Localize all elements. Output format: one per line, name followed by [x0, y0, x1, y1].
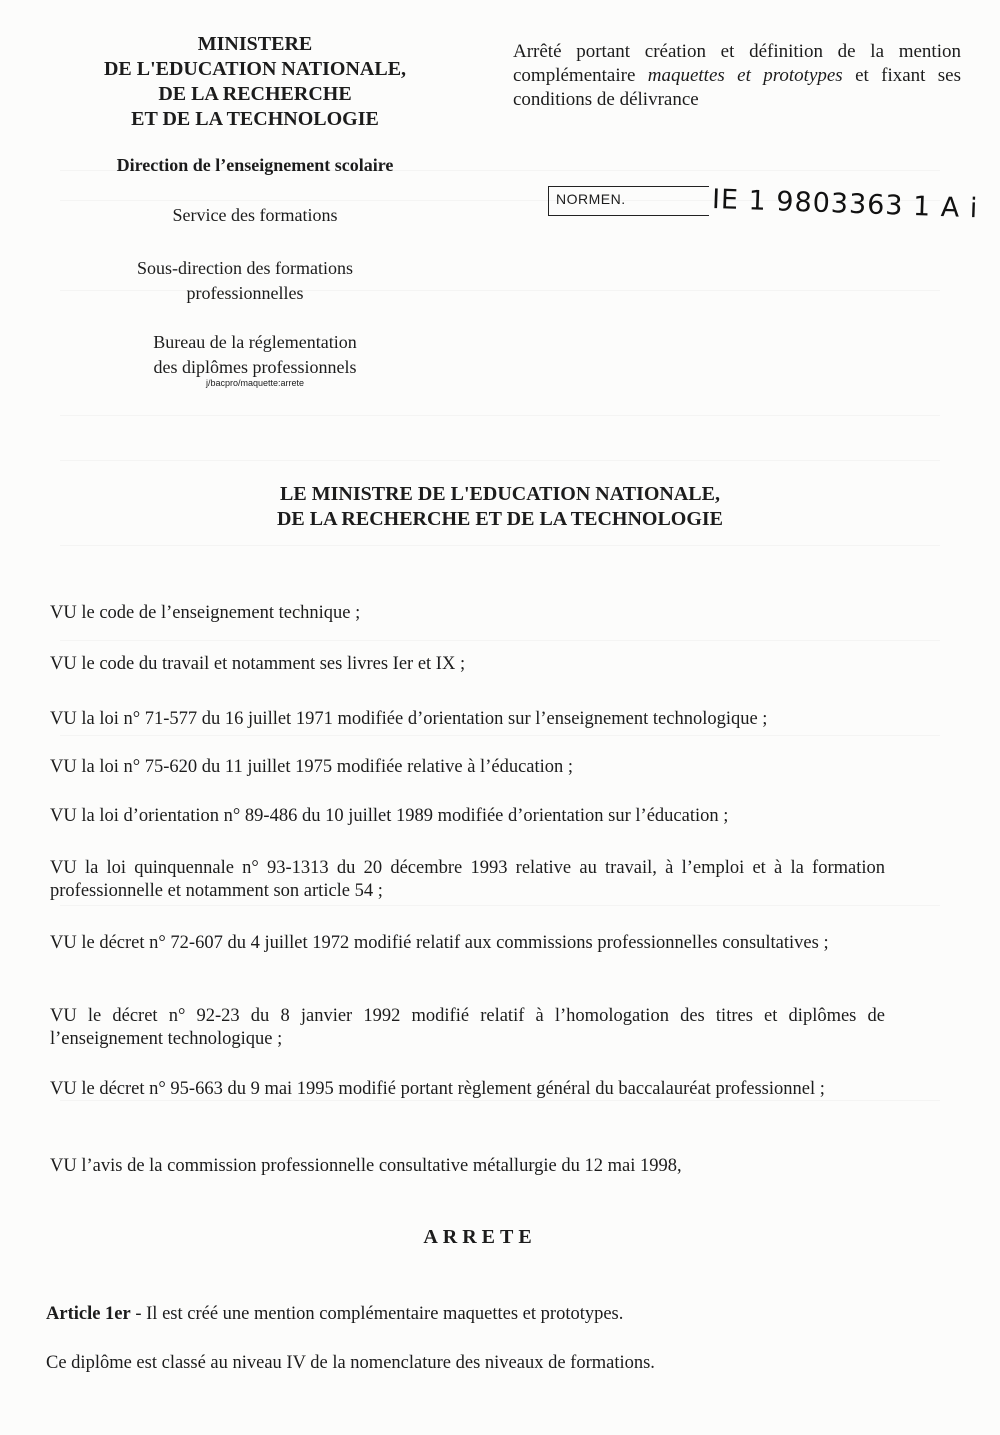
- visa-item: VU le décret n° 95-663 du 9 mai 1995 modifié portant règlement général du baccalauréat professionnel ;: [50, 1079, 825, 1099]
- show-through-line: [60, 415, 940, 416]
- visa-item: VU le code du travail et notamment ses livres Ier et IX ;: [50, 654, 466, 674]
- show-through-line: [60, 640, 940, 641]
- minister-line: LE MINISTRE DE L'EDUCATION NATIONALE,: [280, 483, 720, 505]
- decree-title-italic: maquettes et prototypes: [647, 65, 843, 86]
- minister-title: [190, 482, 810, 532]
- visa-item: VU la loi n° 71-577 du 16 juillet 1971 modifiée d’orientation sur l’enseignement technologique ;: [50, 709, 768, 729]
- arrete-heading: ARRETE: [423, 1226, 537, 1248]
- bureau-label: [70, 330, 440, 380]
- ministry-line: DE L'EDUCATION NATIONALE,: [103, 58, 407, 80]
- minister-line: DE LA RECHERCHE ET DE LA TECHNOLOGIE: [276, 508, 724, 530]
- show-through-line: [60, 735, 940, 736]
- bureau-line: Bureau de la réglementation: [153, 332, 357, 352]
- closing-paragraph: Ce diplôme est classé au niveau IV de la nomenclature des niveaux de formations.: [46, 1353, 655, 1373]
- bureau-line: des diplômes professionnels: [153, 357, 357, 377]
- decree-title-part: Arrêté portant création et définition de la mention complémentaire: [513, 41, 961, 86]
- article-text: - Il est créé une mention complémentaire maquettes et prototypes.: [130, 1304, 624, 1324]
- article-1: [46, 1303, 906, 1326]
- file-reference: j/bacpro/maquette:arrete: [205, 378, 305, 388]
- ministry-line: DE LA RECHERCHE: [158, 83, 352, 105]
- sous-direction-line: professionnelles: [186, 283, 304, 303]
- nor-handwritten-code: IE 1 9803363 1 A i: [711, 184, 979, 225]
- visa-item: VU le code de l’enseignement technique ;: [50, 603, 361, 623]
- ministry-line: ET DE LA TECHNOLOGIE: [131, 108, 379, 130]
- nor-label: NORMEN.: [556, 191, 626, 207]
- visa-item: VU la loi quinquennale n° 93-1313 du 20 décembre 1993 relative au travail, à l’emploi et à la formation professionnelle et notamment son article 54 ;: [50, 858, 885, 901]
- ministry-line: MINISTERE: [197, 33, 313, 55]
- sous-direction-line: Sous-direction des formations: [137, 258, 353, 278]
- decree-title-part: et fixant ses conditions de délivrance: [513, 65, 962, 110]
- article-label: Article 1er: [46, 1304, 131, 1324]
- visa-item: VU l’avis de la commission professionnelle consultative métallurgie du 12 mai 1998,: [50, 1156, 682, 1176]
- visa-item: VU la loi n° 75-620 du 11 juillet 1975 modifiée relative à l’éducation ;: [50, 757, 574, 777]
- direction-label: Direction de l’enseignement scolaire: [116, 155, 394, 175]
- service-label: Service des formations: [172, 205, 338, 225]
- visa-item: VU le décret n° 92-23 du 8 janvier 1992 modifié relatif à l’homologation des titres et diplômes de l’enseignement technologique ;: [50, 1006, 885, 1049]
- ministry-name: [70, 32, 440, 132]
- show-through-line: [60, 460, 940, 461]
- visa-item: VU le décret n° 72-607 du 4 juillet 1972 modifié relatif aux commissions professionnelles consultatives ;: [50, 933, 829, 953]
- show-through-line: [60, 905, 940, 906]
- decree-title: [513, 40, 961, 112]
- show-through-line: [60, 545, 940, 546]
- sous-direction-label: [70, 256, 420, 306]
- visa-item: VU la loi d’orientation n° 89-486 du 10 juillet 1989 modifiée d’orientation sur l’éducation ;: [50, 806, 729, 826]
